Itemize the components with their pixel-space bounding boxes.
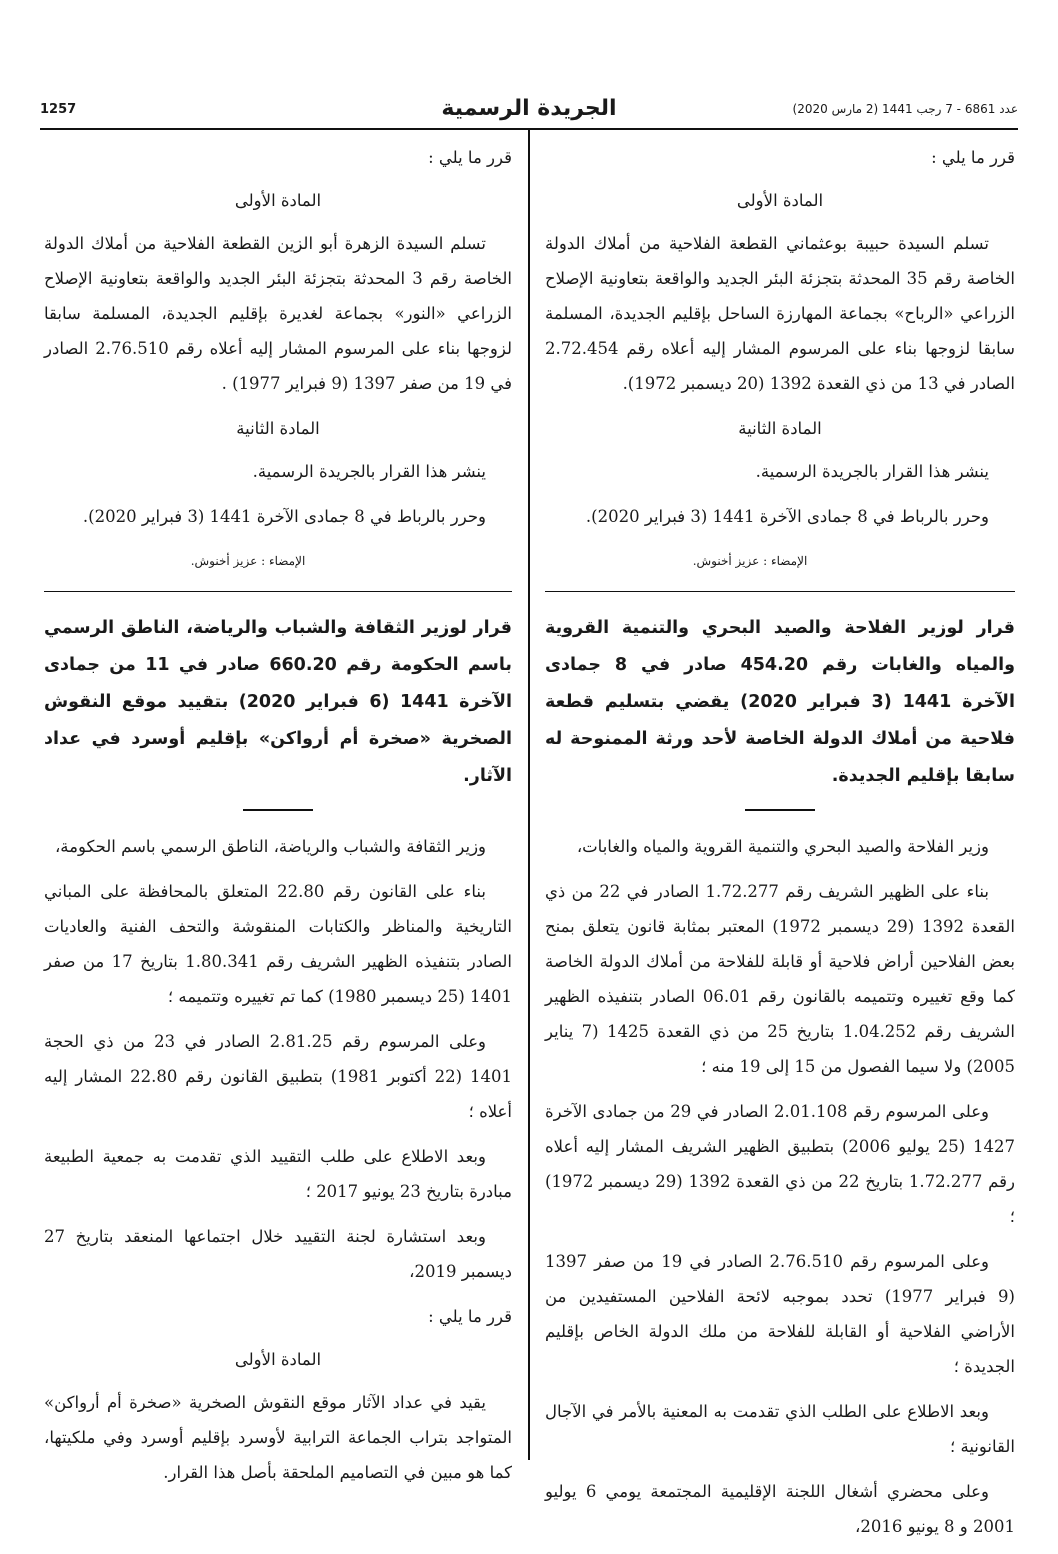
article-title: المادة الثانية <box>236 419 320 438</box>
article-title: المادة الأولى <box>736 191 824 210</box>
signature: الإمضاء : عزيز أخنوش. <box>190 554 306 568</box>
signature: الإمضاء : عزيز أخنوش. <box>692 554 808 568</box>
minister-line: وزير الفلاحة والصيد البحري والتنمية القروية والمياه والغابات، <box>576 837 989 856</box>
paragraph: وعلى المرسوم رقم 2.01.108 الصادر في 29 من جمادى الآخرة 1427 (25 يوليو 2006) بتطبيق الظهير الشريف المشار إليه أعلاه رقم 1.72.277 بتاريخ 22 من ذي القعدة 1392 (29 ديسمبر 1972) ؛ <box>545 1102 1016 1226</box>
article-text: يقيد في عداد الآثار موقع النقوش الصخرية «صخرة أم أرواكن» المتواجد بتراب الجماعة الترابية لأوسرد بإقليم أوسرد وفي ملكيتها، كما هو مبين في التصاميم الملحقة بأصل هذا القرار. <box>44 1393 512 1482</box>
decree-label: قرر ما يلي : <box>428 1307 512 1326</box>
heading-separator <box>243 809 313 811</box>
paragraph: بناء على القانون رقم 22.80 المتعلق بالمحافظة على المباني التاريخية والمناظر والكتابات المنقوشة والتحف الفنية والعاديات الصادر بتنفيذه الظهير الشريف رقم 1.80.341 بتاريخ 17 من صفر 1401 (25 ديسمبر 1980) كما تم تغييره وتتميمه ؛ <box>44 882 512 1006</box>
article-title: المادة الثانية <box>738 419 822 438</box>
issued-date: وحرر بالرباط في 8 جمادى الآخرة 1441 (3 فبراير 2020). <box>82 507 486 526</box>
page-header <box>40 96 1018 126</box>
issue-info: عدد 6861 - 7 رجب 1441 (2 مارس 2020) <box>792 102 1018 116</box>
paragraph: وبعد استشارة لجنة التقييد خلال اجتماعها المنعقد بتاريخ 27 ديسمبر 2019، <box>44 1227 512 1281</box>
article-text: ينشر هذا القرار بالجريدة الرسمية. <box>252 462 486 481</box>
heading-separator <box>745 809 815 811</box>
article-title: المادة الأولى <box>234 1350 322 1369</box>
paragraph: وعلى المرسوم رقم 2.76.510 الصادر في 19 من صفر 1397 (9 فبراير 1977) تحدد بموجبه لائحة الفلاحين المستفيدين من الأراضي الفلاحية أو القابلة للفلاحة من ملك الدولة الخاص بإقليم الجديدة ؛ <box>545 1252 1015 1376</box>
article-text: تسلم السيدة حبيبة بوعثماني القطعة الفلاحية من أملاك الدولة الخاصة رقم 35 المحدثة بتجزئة البئر الجديد والواقعة بتعاونية الإصلاح الزراعي «الرباح» بجماعة المهارزة الساحل بإقليم الجديدة، المسلمة سابقا لزوجها بناء على المرسوم المشار إليه أعلاه رقم 2.72.454 الصادر في 13 من ذي القعدة 1392 (20 ديسمبر 1972). <box>545 234 1015 393</box>
paragraph: وعلى محضري أشغال اللجنة الإقليمية المجتمعة يومي 6 يوليو 2001 و 8 يونيو 2016، <box>545 1482 1015 1536</box>
decision-heading: قرار لوزير الثقافة والشباب والرياضة، الناطق الرسمي باسم الحكومة رقم 660.20 صادر في 11 من جمادى الآخرة 1441 (6 فبراير 2020) بتقييد موقع النقوش الصخرية «صخرة أم أرواكن» بإقليم أوسرد في عداد الآثار. <box>44 618 513 786</box>
paragraph: وعلى المرسوم رقم 2.81.25 الصادر في 23 من ذي الحجة 1401 (22 أكتوبر 1981) بتطبيق القانون رقم 22.80 المشار إليه أعلاه ؛ <box>44 1032 512 1121</box>
issued-date: وحرر بالرباط في 8 جمادى الآخرة 1441 (3 فبراير 2020). <box>585 507 989 526</box>
article-title: المادة الأولى <box>234 191 322 210</box>
paragraph: بناء على الظهير الشريف رقم 1.72.277 الصادر في 22 من ذي القعدة 1392 (29 ديسمبر 1972) المعتبر بمثابة قانون يتعلق بمنح بعض الفلاحين أراض فلاحية أو قابلة للفلاحة من أملاك الدولة الخاصة كما وقع تغييره وتتميمه بالقانون رقم 06.01 الصادر بتنفيذه الظهير الشريف رقم 1.04.252 بتاريخ 25 من ذي القعدة 1425 (7 يناير 2005) ولا سيما الفصول من 15 إلى 19 منه ؛ <box>545 882 1016 1076</box>
decision-heading: قرار لوزير الفلاحة والصيد البحري والتنمية القروية والمياه والغابات رقم 454.20 صادر في 8 جمادى الآخرة 1441 (3 فبراير 2020) يقضي بتسليم قطعة فلاحية من أملاك الدولة الخاصة لأحد ورثة الممنوحة له سابقا بإقليم الجديدة. <box>545 618 1016 786</box>
gazette-title: الجريدة الرسمية <box>441 96 617 121</box>
minister-line: وزير الثقافة والشباب والرياضة، الناطق الرسمي باسم الحكومة، <box>54 837 486 856</box>
section-separator <box>545 591 1015 592</box>
left-column <box>44 140 512 1500</box>
decree-label: قرر ما يلي : <box>428 148 512 167</box>
article-text: ينشر هذا القرار بالجريدة الرسمية. <box>755 462 989 481</box>
section-separator <box>44 591 512 592</box>
article-text: تسلم السيدة الزهرة أبو الزين القطعة الفلاحية من أملاك الدولة الخاصة رقم 3 المحدثة بتجزئة البئر الجديد والواقعة بتعاونية الإصلاح الزراعي «النور» بجماعة لغديرة بإقليم الجديدة، المسلمة سابقا لزوجها بناء على المرسوم المشار إليه أعلاه رقم 2.76.510 الصادر في 19 من صفر 1397 (9 فبراير 1977) . <box>44 234 512 393</box>
paragraph: وبعد الاطلاع على الطلب الذي تقدمت به المعنية بالأمر في الآجال القانونية ؛ <box>545 1402 1015 1456</box>
right-column <box>545 140 1015 1554</box>
page-number: 1257 <box>40 102 77 117</box>
decree-label: قرر ما يلي : <box>931 148 1015 167</box>
column-divider <box>528 130 530 1460</box>
paragraph: وبعد الاطلاع على طلب التقييد الذي تقدمت به جمعية الطبيعة مبادرة بتاريخ 23 يونيو 2017 ؛ <box>44 1147 512 1201</box>
